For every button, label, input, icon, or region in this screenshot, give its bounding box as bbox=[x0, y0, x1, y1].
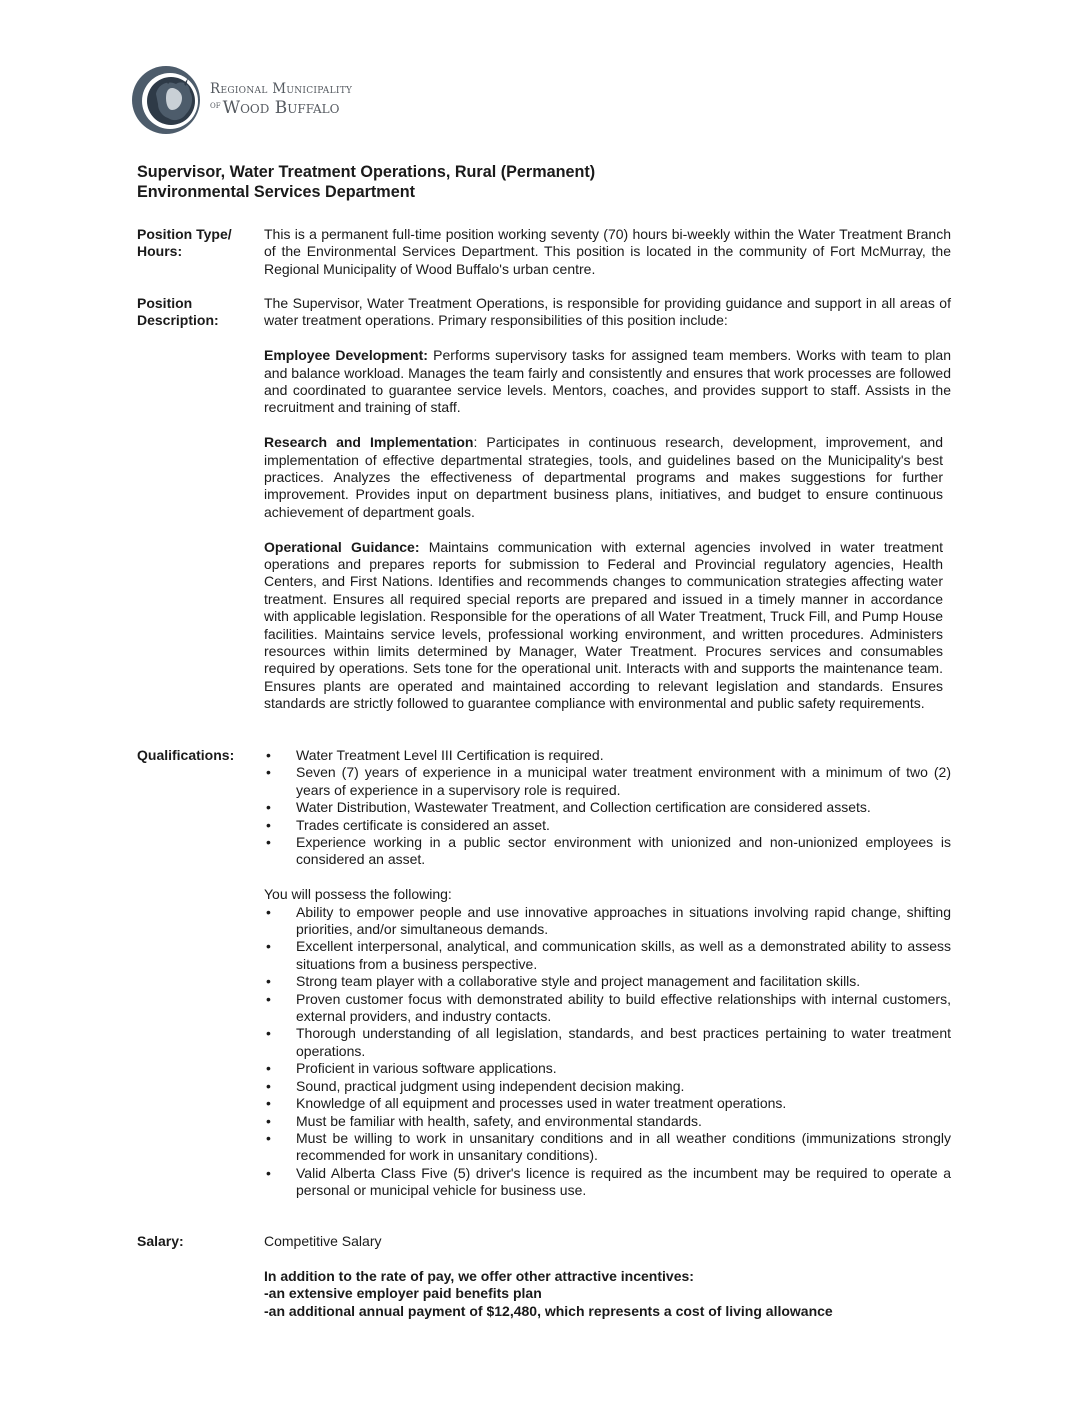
operational-guidance-heading: Operational Guidance: bbox=[264, 538, 420, 555]
logo-name: Wood Buffalo bbox=[222, 97, 340, 118]
list-item: • Must be willing to work in unsanitary conditions and in all weather conditions (immunizations strongly recommended for work in unsanitary conditions). bbox=[264, 1130, 951, 1165]
position-description-label-line1: Position bbox=[137, 295, 193, 311]
salary-label: Salary: bbox=[137, 1233, 184, 1249]
list-item: • Water Treatment Level III Certification is required. bbox=[264, 747, 951, 764]
organization-logo bbox=[128, 64, 352, 136]
list-item: • Excellent interpersonal, analytical, and communication skills, as well as a demonstrated ability to assess situations from a business perspective. bbox=[264, 938, 951, 973]
position-type-text: This is a permanent full-time position working seventy (70) hours bi-weekly within the Water Treatment Branch of the Environmental Services Department. This position is located in the community of Fort McMurray, the Regional Municipality of Wood Buffalo's urban centre. bbox=[264, 226, 951, 277]
list-item: • Valid Alberta Class Five (5) driver's licence is required as the incumbent may be required to operate a personal or municipal vehicle for business use. bbox=[264, 1165, 951, 1200]
logo-of: of bbox=[210, 99, 221, 111]
operational-guidance-paragraph bbox=[264, 539, 951, 713]
list-item: • Ability to empower people and use innovative approaches in situations involving rapid change, shifting priorities, and/or simultaneous demands. bbox=[264, 904, 951, 939]
list-item: • Seven (7) years of experience in a municipal water treatment environment with a minimum of two (2) years of experience in a supervisory role is required. bbox=[264, 764, 951, 799]
position-description-label bbox=[137, 295, 257, 330]
research-implementation-heading: Research and Implementation bbox=[264, 434, 474, 451]
salary-value: Competitive Salary bbox=[264, 1233, 382, 1249]
logo-text-line1: Regional Municipality bbox=[210, 81, 353, 98]
position-type-label-line2: Hours: bbox=[137, 243, 183, 260]
buffalo-emblem-icon bbox=[128, 64, 206, 136]
list-item: • Knowledge of all equipment and processes used in water treatment operations. bbox=[264, 1095, 951, 1112]
list-item: • Proficient in various software applications. bbox=[264, 1060, 951, 1077]
list-item: • Trades certificate is considered an asset. bbox=[264, 817, 951, 834]
department-title: Environmental Services Department bbox=[137, 183, 415, 201]
list-item: • Water Distribution, Wastewater Treatment, and Collection certification are considered assets. bbox=[264, 799, 951, 816]
possess-list bbox=[264, 904, 951, 1200]
list-item: • Must be familiar with health, safety, and environmental standards. bbox=[264, 1113, 951, 1130]
document-title-block bbox=[137, 162, 595, 202]
required-qualifications-list bbox=[264, 747, 951, 869]
list-item: • Strong team player with a collaborative style and project management and facilitation skills. bbox=[264, 973, 951, 990]
operational-guidance-text: Maintains communication with external agencies involved in water treatment operations and prepares reports for submission to Federal and Provincial regulatory agencies, Health Centers, and First Nations. Identifies and recommends changes to communication strategies affecting water treatment. Ensures all required special reports are prepared and issued in a timely manner in accordance with applicable legislation. Responsible for the operations of all Water Treatment, Truck Fill, and Pump House facilities. Maintains service levels, professional working environment, and written procedures. Administers resources within limits determined by Manager, Water Treatment. Procures services and consumables required by operations. Sets tone for the operational unit. Interacts with and supports the maintenance team. Ensures plants are operated and maintained according to relevant legislation and standards. Ensures standards are strictly followed to guarantee compliance with environmental and public safety requirements. bbox=[264, 538, 944, 712]
position-description-label-line2: Description: bbox=[137, 312, 219, 329]
position-type-label bbox=[137, 226, 257, 261]
employee-development-text: Performs supervisory tasks for assigned team members. Works with team to plan and balance workload. Manages the team fairly and consistently and ensures that work processes are followed and coordinated to guarantee service levels. Mentors, coaches, and provides support to staff. Assists in the recruitment and training of staff. bbox=[264, 347, 951, 416]
incentive-item: -an extensive employer paid benefits plan bbox=[264, 1285, 542, 1302]
incentive-item: -an additional annual payment of $12,480, which represents a cost of living allowance bbox=[264, 1302, 833, 1319]
logo-text-line2 bbox=[210, 97, 352, 118]
possess-intro: You will possess the following: bbox=[264, 886, 452, 903]
incentives-heading: In addition to the rate of pay, we offer other attractive incentives: bbox=[264, 1267, 694, 1284]
job-title: Supervisor, Water Treatment Operations, Rural (Permanent) bbox=[137, 163, 596, 181]
qualifications-label: Qualifications: bbox=[137, 747, 235, 763]
list-item: • Experience working in a public sector environment with unionized and non-unionized employees is considered an asset. bbox=[264, 834, 951, 869]
position-description-intro: The Supervisor, Water Treatment Operations, is responsible for providing guidance and support in all areas of water treatment operations. Primary responsibilities of this position include: bbox=[264, 295, 951, 329]
list-item: • Proven customer focus with demonstrated ability to build effective relationships with internal customers, external providers, and industry contacts. bbox=[264, 991, 951, 1026]
list-item: • Sound, practical judgment using independent decision making. bbox=[264, 1078, 951, 1095]
position-type-label-line1: Position Type/ bbox=[137, 226, 232, 242]
list-item: • Thorough understanding of all legislation, standards, and best practices pertaining to water treatment operations. bbox=[264, 1025, 951, 1060]
research-implementation-text: : Participates in continuous research, development, improvement, and implementation of effective departmental strategies, tools, and guidelines based on the Municipality's best practices. Analyzes the effectiveness of departmental programs and makes suggestions for further improvement. Provides input on department business plans, initiatives, and budget to ensure continuous achievement of department goals. bbox=[264, 434, 944, 520]
employee-development-heading: Employee Development: bbox=[264, 347, 428, 364]
employee-development-paragraph bbox=[264, 347, 951, 417]
research-implementation-paragraph bbox=[264, 434, 951, 521]
